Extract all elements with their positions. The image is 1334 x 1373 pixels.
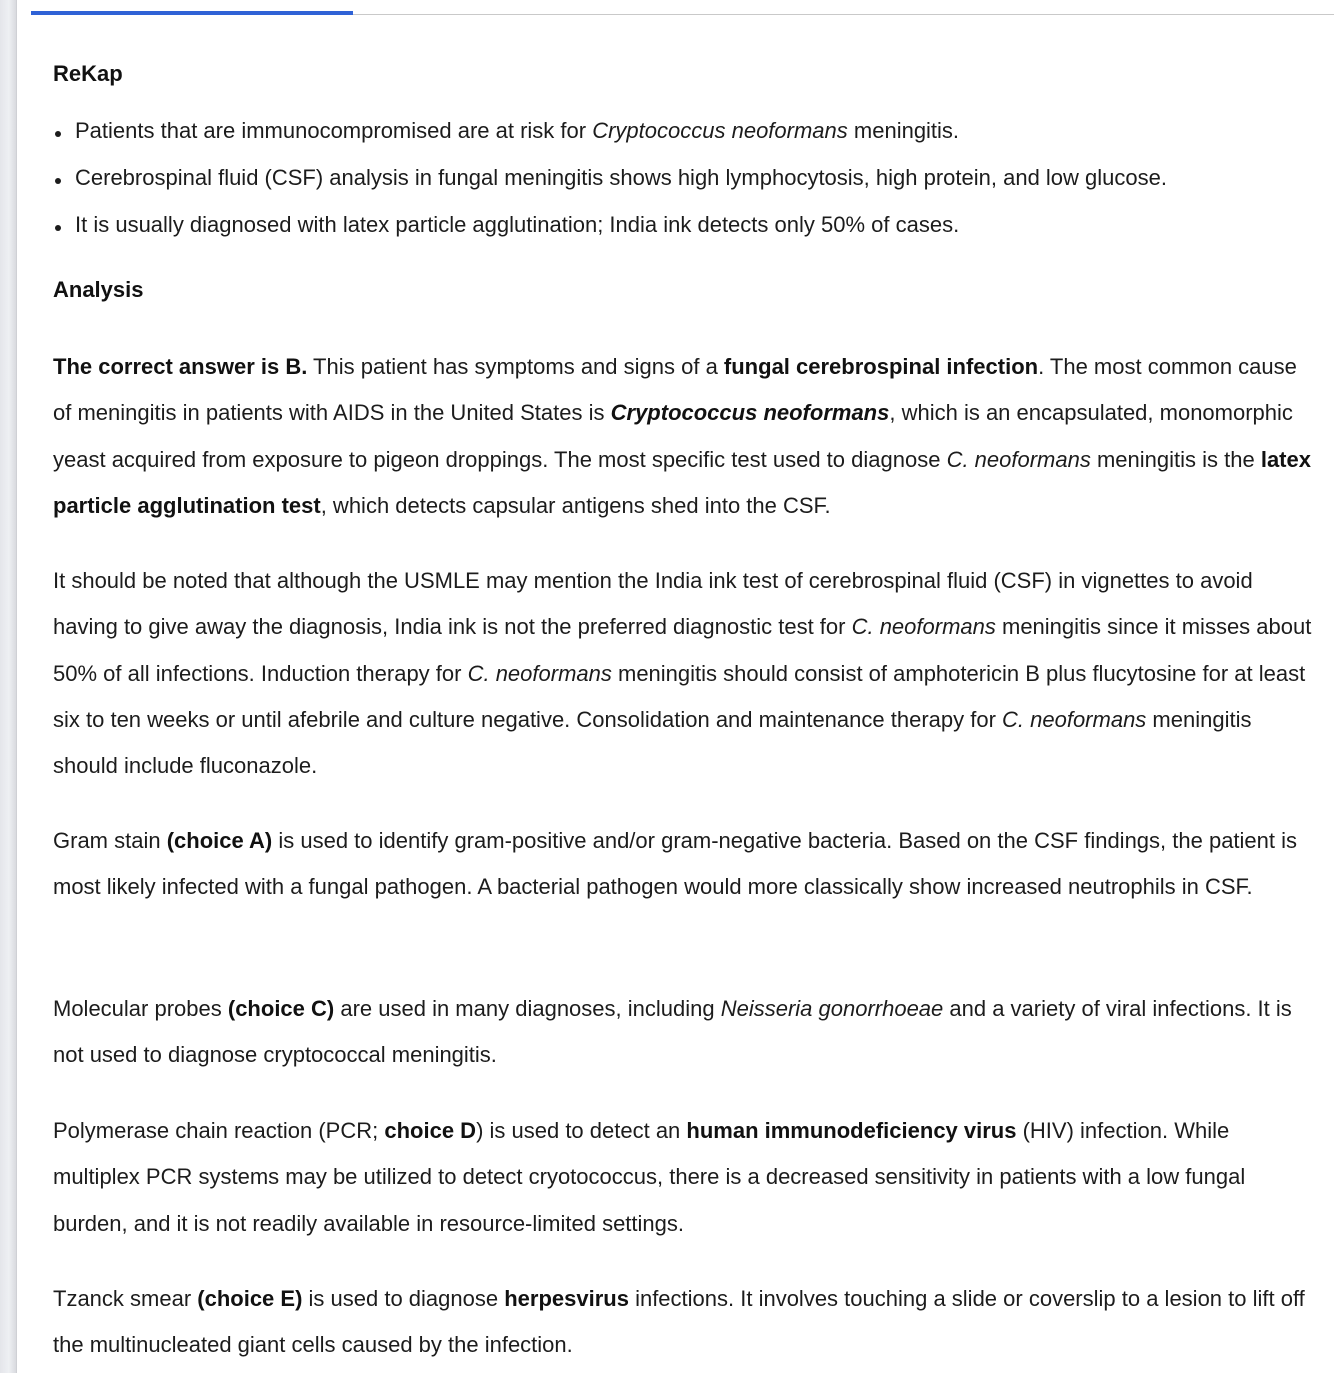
analysis-paragraph-answer: The correct answer is B. This patient has symptoms and signs of a fungal cerebrospinal infection. The most common cause of meningitis in patients with AIDS in the United States is Cryptococcus neoformans, which is an encapsulated, monomorphic yeast acquired from exposure to pigeon droppings. The most specific test used to diagnose C. neoformans meningitis is the latex particle agglutination test, which detects capsular antigens shed into the CSF. (53, 354, 1311, 518)
left-panel-edge (0, 0, 17, 1373)
analysis-paragraph-choice-c: Molecular probes (choice C) are used in many diagnoses, including Neisseria gonorrhoeae and a variety of viral infections. It is not used to diagnose cryptococcal meningitis. (53, 996, 1292, 1068)
rekap-list (53, 117, 1313, 258)
analysis-heading: Analysis (53, 277, 144, 302)
active-tab-indicator[interactable] (31, 11, 353, 15)
analysis-paragraph-choice-e: Tzanck smear (choice E) is used to diagnose herpesvirus infections. It involves touching a slide or coverslip to a lesion to lift off the multinucleated giant cells caused by the infection. (53, 1286, 1305, 1358)
rekap-heading: ReKap (53, 61, 123, 86)
analysis-paragraph-choice-a: Gram stain (choice A) is used to identify gram-positive and/or gram-negative bacteria. Based on the CSF findings, the patient is most likely infected with a fungal pathogen. A bacterial pathogen would more classically show increased neutrophils in CSF. (53, 828, 1298, 900)
rekap-item: It is usually diagnosed with latex particle agglutination; India ink detects only 50% of cases. (53, 211, 1313, 258)
analysis-paragraph-india-ink: It should be noted that although the USMLE may mention the India ink test of cerebrospinal fluid (CSF) in vignettes to avoid having to give away the diagnosis, India ink is not the preferred diagnostic test for C. neoformans meningitis since it misses about 50% of all infections. Induction therapy for C. neoformans meningitis should consist of amphotericin B plus flucytosine for at least six to ten weeks or until afebrile and culture negative. Consolidation and maintenance therapy for C. neoformans meningitis should include fluconazole. (53, 568, 1312, 779)
rekap-item: Patients that are immunocompromised are at risk for Cryptococcus neoformans meningitis. (53, 117, 1313, 164)
rekap-item: Cerebrospinal fluid (CSF) analysis in fungal meningitis shows high lymphocytosis, high protein, and low glucose. (53, 164, 1313, 211)
analysis-paragraph-choice-d: Polymerase chain reaction (PCR; choice D) is used to detect an human immunodeficiency virus (HIV) infection. While multiplex PCR systems may be utilized to detect cryotococcus, there is a decreased sensitivity in patients with a low fungal burden, and it is not readily available in resource-limited settings. (53, 1118, 1246, 1236)
